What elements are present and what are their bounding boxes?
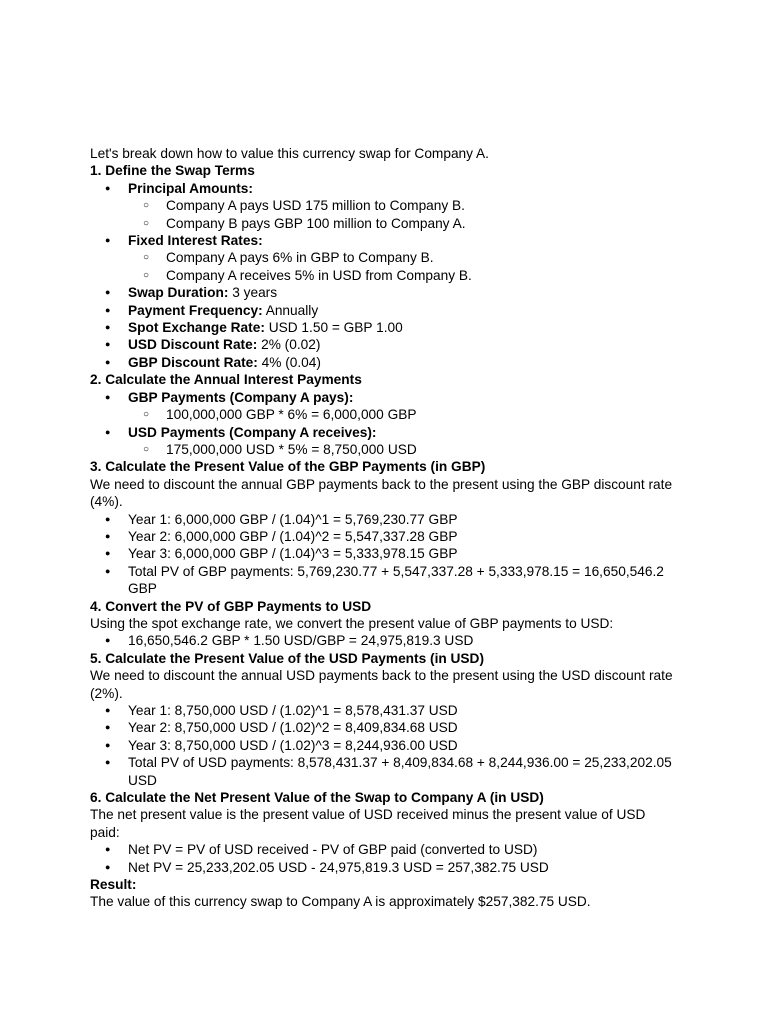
term-swap-duration [90, 284, 690, 301]
gbp-pv-list [90, 511, 690, 598]
term-label: USD Discount Rate: [128, 337, 258, 353]
section-6-heading: 6. Calculate the Net Present Value of the Swap to Company A (in USD) [90, 790, 544, 806]
term-payment-frequency [90, 302, 690, 319]
term-label: Payment Frequency: [128, 302, 263, 318]
gbp-pv-year-item: ● Year 1: 6,000,000 GBP / (1.04)^1 = 5,769,230.77 GBP [90, 511, 690, 528]
npv-list [90, 841, 690, 876]
principal-amounts-label: ● Principal Amounts: [90, 180, 690, 197]
gbp-payment-calc: ○ 100,000,000 GBP * 6% = 6,000,000 GBP [90, 406, 690, 423]
document-body [90, 145, 690, 911]
rate-item: ○ Company A pays 6% in GBP to Company B. [90, 249, 690, 266]
usd-pv-total-line-1: Total PV of USD payments: 8,578,431.37 + 8,409,834.68 + 8,244,936.00 = 25,233,202.05 [128, 755, 672, 771]
term-spot-exchange-rate [90, 319, 690, 336]
term-value: 3 years [228, 285, 278, 301]
section-5-text-line-2: (2%). [90, 685, 123, 701]
usd-pv-year-item: ● Year 2: 8,750,000 USD / (1.02)^2 = 8,409,834.68 USD [90, 719, 690, 736]
term-gbp-discount-rate [90, 354, 690, 371]
section-3-text-line-1: We need to discount the annual GBP payments back to the present using the GBP discount rate [90, 476, 673, 492]
usd-pv-list [90, 702, 690, 789]
section-3-text-line-2: (4%). [90, 494, 123, 510]
interest-payments-list [90, 389, 690, 459]
conversion-item: ● 16,650,546.2 GBP * 1.50 USD/GBP = 24,975,819.3 USD [90, 632, 690, 649]
term-label: GBP Discount Rate: [128, 354, 258, 370]
fixed-rates-label: ● Fixed Interest Rates: [90, 232, 690, 249]
intro-text: Let's break down how to value this currency swap for Company A. [90, 146, 489, 161]
usd-payment-calc: ○ 175,000,000 USD * 5% = 8,750,000 USD [90, 441, 690, 458]
section-5-heading: 5. Calculate the Present Value of the USD Payments (in USD) [90, 650, 485, 666]
result-heading: Result: [90, 877, 137, 893]
gbp-payments-label: ● GBP Payments (Company A pays): [90, 389, 690, 406]
usd-pv-year-item: ● Year 3: 8,750,000 USD / (1.02)^3 = 8,244,936.00 USD [90, 737, 690, 754]
usd-pv-total-line-2: USD [128, 772, 157, 788]
section-4-heading: 4. Convert the PV of GBP Payments to USD [90, 598, 372, 614]
npv-item: ● Net PV = PV of USD received - PV of GBP paid (converted to USD) [90, 841, 690, 858]
result-text: The value of this currency swap to Company A is approximately $257,382.75 USD. [90, 894, 591, 910]
gbp-pv-total-line-2: GBP [128, 581, 157, 597]
conversion-list [90, 632, 690, 649]
usd-pv-year-item: ● Year 1: 8,750,000 USD / (1.02)^1 = 8,578,431.37 USD [90, 702, 690, 719]
term-value: 2% (0.02) [257, 337, 321, 353]
section-6-text-line-1: The net present value is the present value of USD received minus the present value of USD [90, 807, 646, 823]
term-value: 4% (0.04) [257, 354, 321, 370]
principal-item: ○ Company A pays USD 175 million to Company B. [90, 197, 690, 214]
term-label: Swap Duration: [128, 285, 229, 301]
term-label: Spot Exchange Rate: [128, 320, 265, 336]
gbp-pv-year-item: ● Year 2: 6,000,000 GBP / (1.04)^2 = 5,547,337.28 GBP [90, 528, 690, 545]
npv-item: ● Net PV = 25,233,202.05 USD - 24,975,819.3 USD = 257,382.75 USD [90, 859, 690, 876]
rate-item: ○ Company A receives 5% in USD from Company B. [90, 267, 690, 284]
term-value: USD 1.50 = GBP 1.00 [264, 320, 403, 336]
gbp-pv-year-item: ● Year 3: 6,000,000 GBP / (1.04)^3 = 5,333,978.15 GBP [90, 545, 690, 562]
section-1-heading: 1. Define the Swap Terms [90, 163, 255, 179]
usd-pv-total [90, 754, 690, 789]
term-value: Annually [262, 302, 319, 318]
section-2-heading: 2. Calculate the Annual Interest Payments [90, 372, 362, 388]
section-3-heading: 3. Calculate the Present Value of the GBP Payments (in GBP) [90, 459, 486, 475]
usd-payments-label: ● USD Payments (Company A receives): [90, 424, 690, 441]
term-usd-discount-rate [90, 336, 690, 353]
gbp-pv-total [90, 563, 690, 598]
swap-terms-list [90, 180, 690, 371]
gbp-pv-total-line-1: Total PV of GBP payments: 5,769,230.77 + 5,547,337.28 + 5,333,978.15 = 16,650,546.2 [128, 563, 664, 579]
section-6-text-line-2: paid: [90, 824, 120, 840]
principal-item: ○ Company B pays GBP 100 million to Company A. [90, 215, 690, 232]
section-5-text-line-1: We need to discount the annual USD payments back to the present using the USD discount rate [90, 668, 673, 684]
section-4-text: Using the spot exchange rate, we convert the present value of GBP payments to USD: [90, 615, 614, 631]
